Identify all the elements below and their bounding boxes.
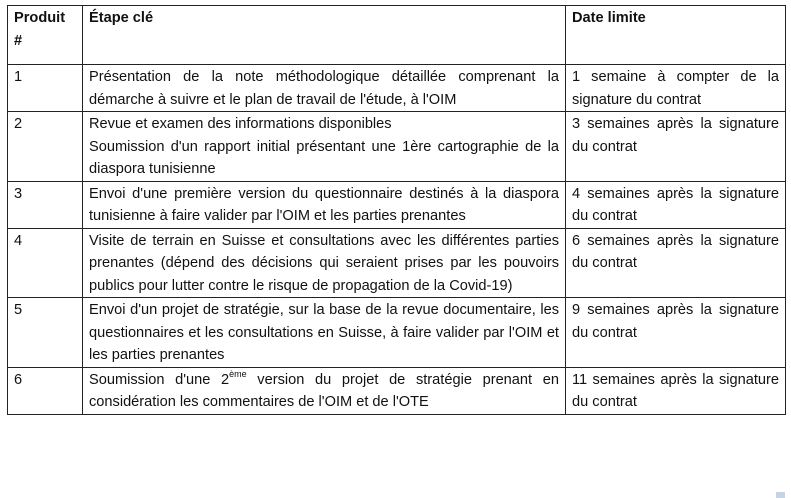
step-text-line: Revue et examen des informations disponibles — [89, 116, 392, 132]
header-step: Étape clé — [83, 6, 566, 65]
step-text — [83, 112, 566, 182]
header-product-hash: # — [14, 32, 23, 49]
table-row — [8, 65, 786, 112]
table-header-row — [8, 6, 786, 65]
step-text — [83, 367, 566, 414]
table-row — [8, 112, 786, 182]
table-row — [8, 228, 786, 298]
step-text: Envoi d'une première version du questionnaire destinés à la diaspora tunisienne à faire valider par l'OIM et les parties prenantes — [83, 181, 566, 228]
deadline-text: 9 semaines après la signature du contrat — [566, 298, 786, 368]
deadline-text: 11 semaines après la signature du contrat — [566, 367, 786, 414]
header-product — [8, 6, 83, 65]
header-product-label: Produit — [14, 10, 66, 26]
product-number: 2 — [8, 112, 83, 182]
table-row — [8, 298, 786, 368]
table-row — [8, 367, 786, 414]
deadline-text: 4 semaines après la signature du contrat — [566, 181, 786, 228]
ordinal-superscript: ème — [229, 368, 247, 379]
deadline-text: 6 semaines après la signature du contrat — [566, 228, 786, 298]
table-row — [8, 181, 786, 228]
product-number: 1 — [8, 65, 83, 112]
product-number: 4 — [8, 228, 83, 298]
step-text-line: Soumission d'un rapport initial présentant une 1ère cartographie de la diaspora tunisienne — [89, 138, 559, 177]
deadline-text: 1 semaine à compter de la signature du contrat — [566, 65, 786, 112]
corner-marker — [776, 492, 785, 498]
step-text: Présentation de la note méthodologique détaillée comprenant la démarche à suivre et le plan de travail de l'étude, à l'OIM — [83, 65, 566, 112]
product-number: 6 — [8, 367, 83, 414]
step-text-prefix: Soumission d'une 2 — [89, 371, 230, 388]
deliverables-table — [7, 5, 786, 415]
product-number: 5 — [8, 298, 83, 368]
product-number: 3 — [8, 181, 83, 228]
step-text-suffix: version du projet de stratégie prenant en considération les commentaires de l'OIM et de l'OTE — [89, 371, 559, 410]
deadline-text: 3 semaines après la signature du contrat — [566, 112, 786, 182]
header-deadline: Date limite — [566, 6, 786, 65]
step-text: Envoi d'un projet de stratégie, sur la base de la revue documentaire, les questionnaires et les consultations en Suisse, à faire valider par l'OIM et les parties prenantes — [83, 298, 566, 368]
step-text: Visite de terrain en Suisse et consultations avec les différentes parties prenantes (dépend des décisions qui seraient prises par les pouvoirs publics pour lutter contre le risque de propagation de la Covid-19) — [83, 228, 566, 298]
